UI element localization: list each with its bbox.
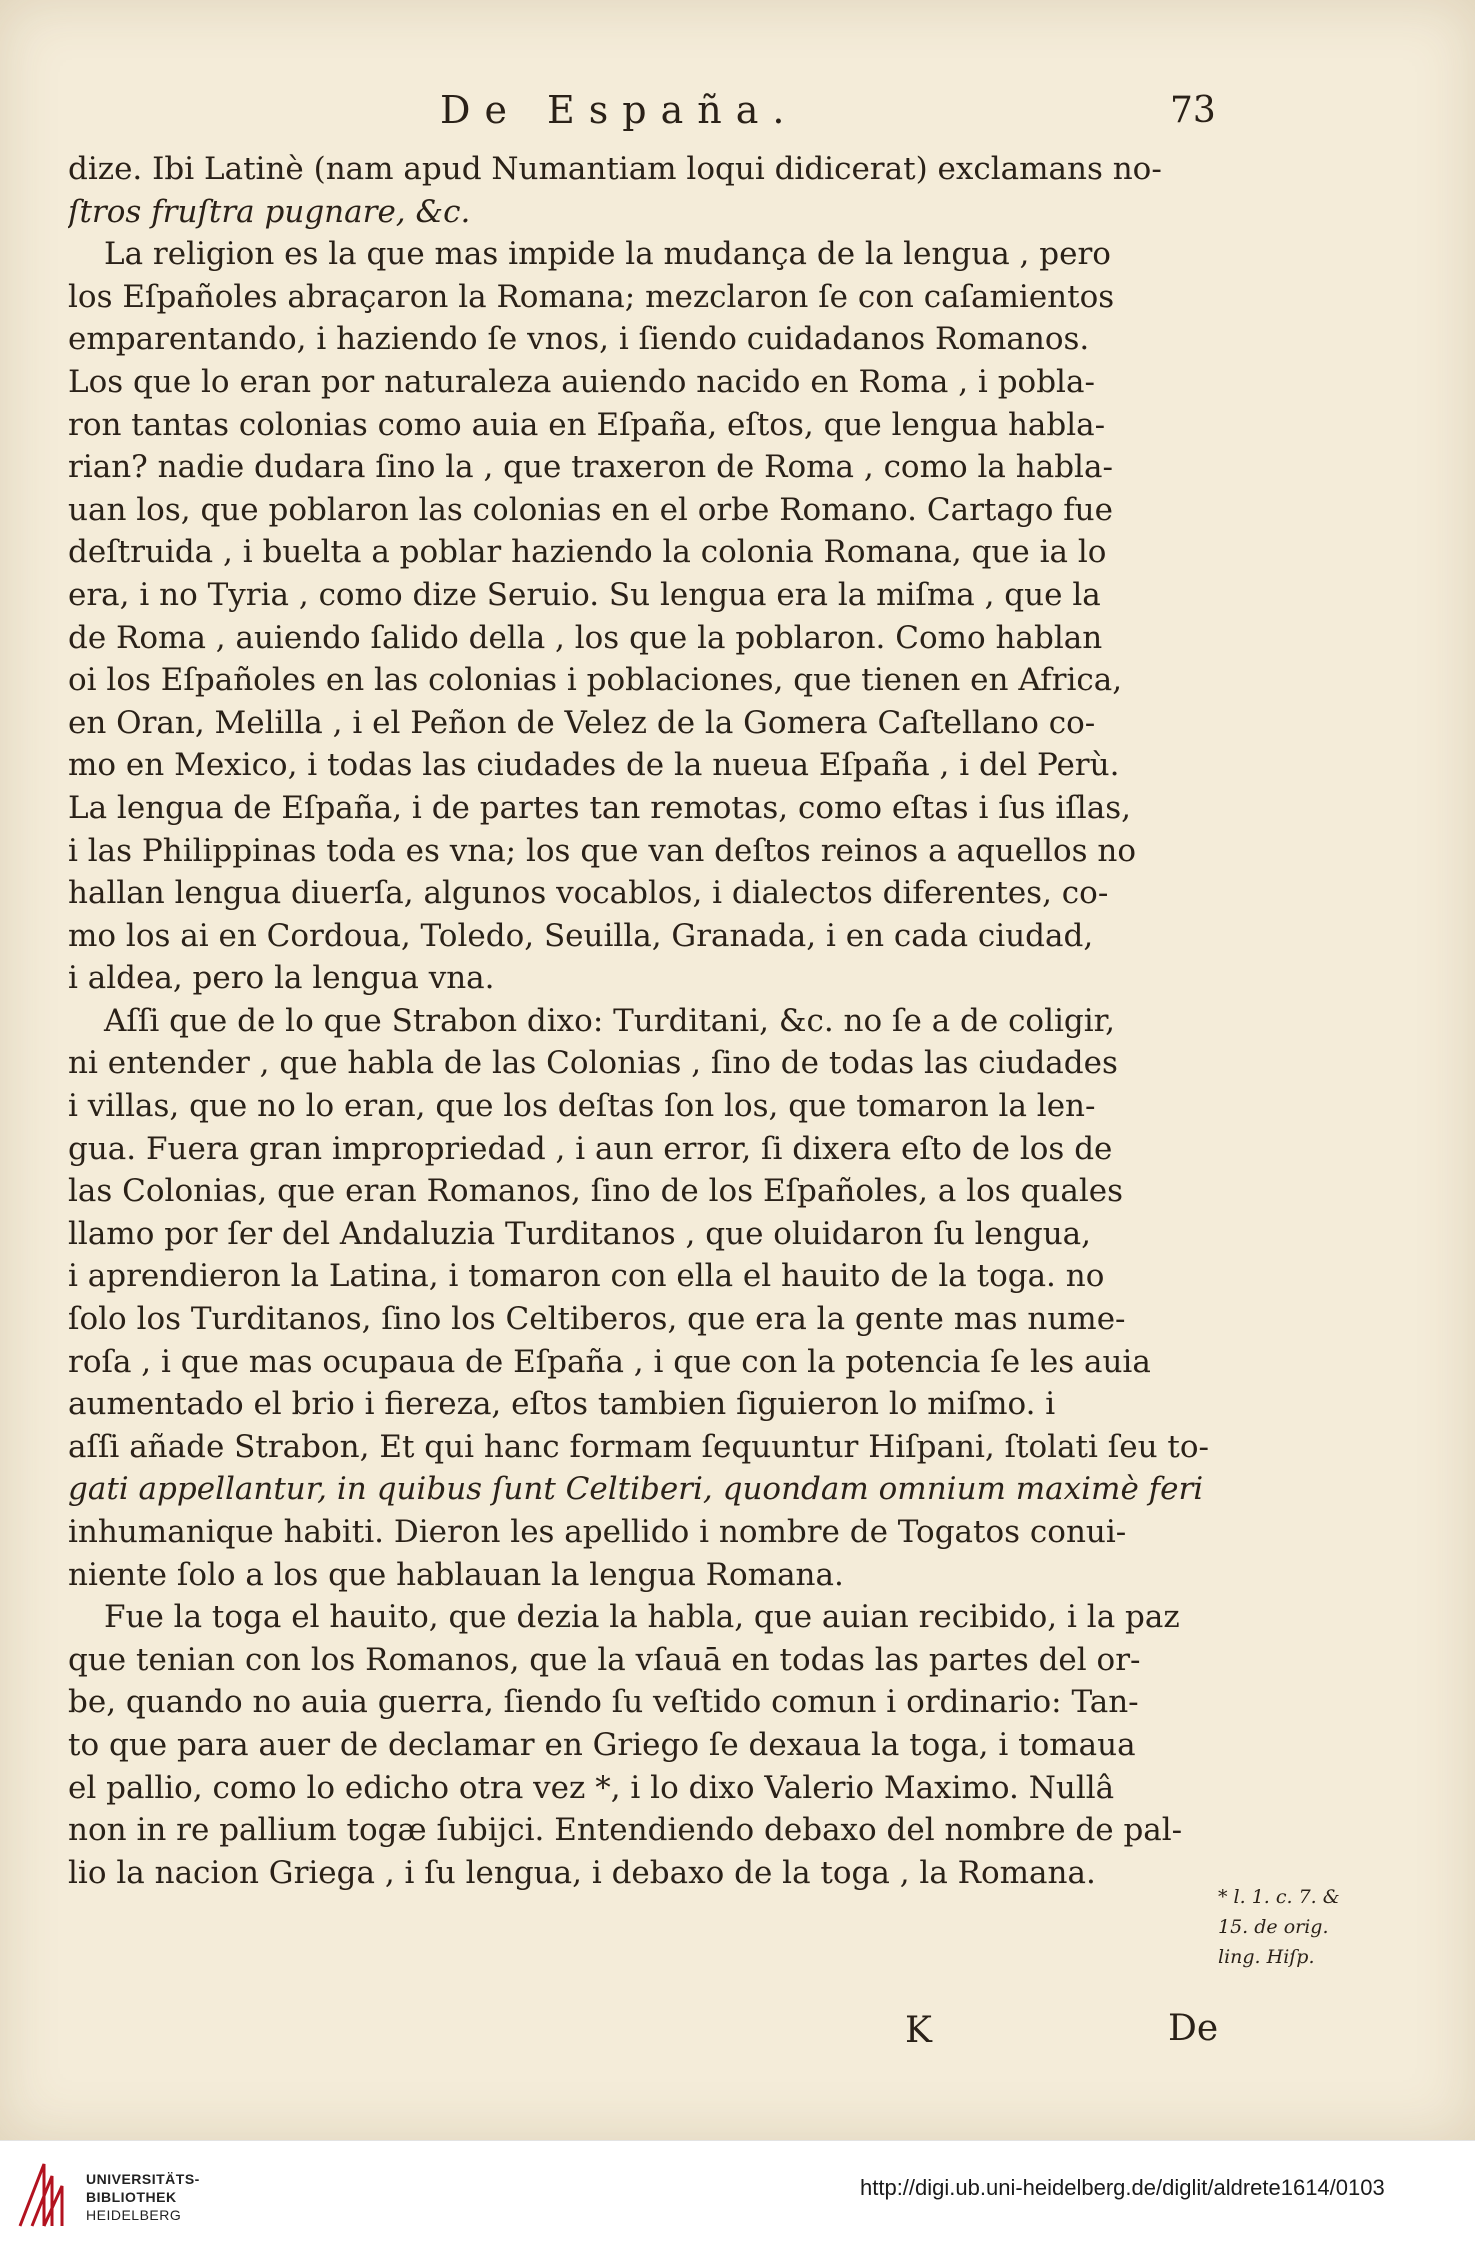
text-line: La religion es la que mas impide la mudança de la lengua , pero [104, 236, 1111, 273]
library-name-line-1: UNIVERSITÄTS- [86, 2171, 200, 2187]
text-line: to que para auer de declamar en Griego ſe dexaua la toga, i tomaua [68, 1726, 1136, 1763]
signature-mark: K [905, 2010, 932, 2051]
text-line: gati appellantur, in quibus ſunt Celtiberi, quondam omnium maximè feri [68, 1471, 1204, 1508]
text-line: uan los, que poblaron las colonias en el orbe Romano. Cartago fue [68, 491, 1113, 528]
library-name[interactable] [86, 2170, 200, 2224]
text-line: en Oran, Melilla , i el Peñon de Velez de la Gomera Caſtellano co- [68, 704, 1096, 741]
library-name-line-2: BIBLIOTHEK [86, 2189, 177, 2205]
text-line: be, quando no auia guerra, ſiendo ſu veſtido comun i ordinario: Tan- [68, 1684, 1139, 1721]
text-line: deſtruida , i buelta a poblar haziendo la colonia Romana, que ia lo [68, 534, 1107, 571]
text-line: i aprendieron la Latina, i tomaron con ella el hauito de la toga. no [68, 1258, 1105, 1295]
text-line: era, i no Tyria , como dize Seruio. Su lengua era la miſma , que la [68, 576, 1101, 613]
text-line: Aſſi que de lo que Strabon dixo: Turditani, &c. no ſe a de coligir, [104, 1002, 1115, 1039]
text-line: de Roma , auiendo ſalido della , los que la poblaron. Como hablan [68, 619, 1103, 656]
text-line: inhumanique habiti. Dieron les apellido i nombre de Togatos conui- [68, 1514, 1127, 1550]
text-line: emparentando, i haziendo ſe vnos, i ſiendo cuidadanos Romanos. [68, 321, 1090, 358]
text-line: ſolo los Turditanos, ſino los Celtiberos, que era la gente mas nume- [68, 1301, 1126, 1338]
digital-copy-url[interactable]: http://digi.ub.uni-heidelberg.de/diglit/aldrete1614/0103 [860, 2175, 1385, 2200]
text-line: niente ſolo a los que hablauan la lengua Romana. [68, 1556, 844, 1593]
text-line: rian? nadie dudara ſino la , que traxeron de Roma , como la habla- [68, 449, 1113, 486]
text-line: llamo por ſer del Andaluzia Turditanos , que oluidaron ſu lengua, [68, 1215, 1092, 1252]
page-header [0, 88, 1475, 138]
text-line: roſa , i que mas ocupaua de Eſpaña , i que con la potencia ſe les auia [68, 1343, 1151, 1380]
marginal-note: * l. 1. c. 7. & [1218, 1886, 1340, 1908]
library-logo-icon[interactable] [14, 2156, 74, 2232]
marginal-note: 15. de orig. [1218, 1916, 1329, 1938]
text-line: hallan lengua diuerſa, algunos vocablos, i dialectos diferentes, co- [68, 875, 1109, 912]
running-title: De España. [440, 88, 799, 132]
text-line: i aldea, pero la lengua vna. [68, 960, 495, 997]
marginal-note: ling. Hiſp. [1218, 1946, 1315, 1968]
text-line: Fue la toga el hauito, que dezia la habla, que auian recibido, i la paz [104, 1599, 1180, 1636]
text-line: aſſi añade Strabon, Et qui hanc formam ſequuntur Hiſpani, ſtolati ſeu to- [68, 1428, 1210, 1465]
text-line: lio la nacion Griega , i ſu lengua, i debaxo de la toga , la Romana. [68, 1854, 1096, 1891]
text-line: ſtros fruſtra pugnare, &c. [68, 193, 471, 230]
text-line: dize. Ibi Latinè (nam apud Numantiam loqui didicerat) exclamans no- [68, 151, 1162, 187]
body-text [68, 148, 1218, 1894]
page-number: 73 [1170, 90, 1216, 131]
text-line: gua. Fuera gran impropriedad , i aun error, ſi dixera eſto de los de [68, 1130, 1113, 1167]
text-line: los Eſpañoles abraçaron la Romana; mezclaron ſe con caſamientos [68, 278, 1115, 315]
text-line: i villas, que no lo eran, que los deſtas ſon los, que tomaron la len- [68, 1088, 1096, 1125]
text-line: las Colonias, que eran Romanos, ſino de los Eſpañoles, a los quales [68, 1173, 1124, 1210]
marginal-notes [1218, 1882, 1378, 1972]
text-line: Los que lo eran por naturaleza auiendo nacido en Roma , i pobla- [68, 363, 1095, 400]
text-line: ron tantas colonias como auia en Eſpaña, eſtos, que lengua habla- [68, 406, 1106, 443]
text-line: el pallio, como lo edicho otra vez *, i lo dixo Valerio Maximo. Nullâ [68, 1769, 1115, 1806]
text-line: i las Philippinas toda es vna; los que van deſtos reinos a aquellos no [68, 832, 1137, 869]
text-line: mo los ai en Cordoua, Toledo, Seuilla, Granada, i en cada ciudad, [68, 917, 1094, 954]
text-line: aumentado el brio i fiereza, eſtos tambien ſiguieron lo miſmo. i [68, 1386, 1056, 1423]
text-line: que tenian con los Romanos, que la vſauā en todas las partes del or- [68, 1641, 1141, 1678]
text-line: mo en Mexico, i todas las ciudades de la nueua Eſpaña , i del Perù. [68, 747, 1120, 784]
text-line: non in re pallium togæ ſubijci. Entendiendo debaxo del nombre de pal- [68, 1812, 1183, 1849]
catchword: De [1168, 2008, 1219, 2049]
library-city: HEIDELBERG [86, 2207, 182, 2223]
text-line: La lengua de Eſpaña, i de partes tan remotas, como eſtas i ſus iſlas, [68, 789, 1131, 826]
text-line: ni entender , que habla de las Colonias , ſino de todas las ciudades [68, 1045, 1118, 1082]
text-line: oi los Eſpañoles en las colonias i poblaciones, que tienen en Africa, [68, 662, 1123, 699]
